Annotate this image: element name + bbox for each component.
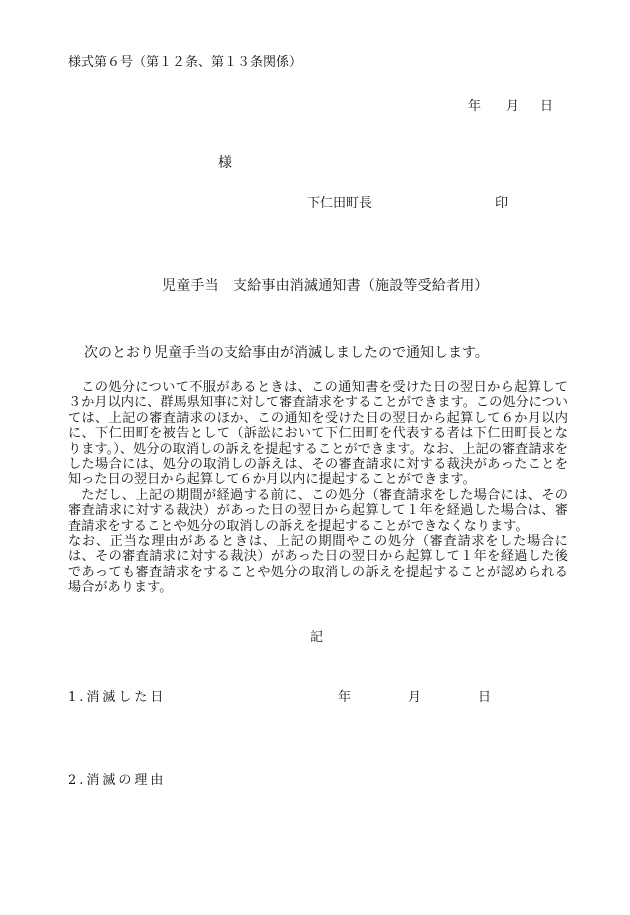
seal-mark: 印 xyxy=(495,196,509,211)
issue-date-day: 日 xyxy=(540,99,554,114)
issue-date-month: 月 xyxy=(506,99,520,114)
appeal-notice-paragraph-3: なお、正当な理由があるときは、上記の期間やこの処分（審査請求をした場合には、その審査請求に対する裁決）があった日の翌日から起算して１年を経過した後であっても審査請求をすることや処分の取消しの訴えを提起することが認められる場合があります。 xyxy=(68,534,568,596)
issue-date xyxy=(468,95,553,114)
item-extinction-month: 月 xyxy=(408,690,422,705)
item-extinction-day: 日 xyxy=(478,690,492,705)
form-number: 様式第６号（第１２条、第１３条関係） xyxy=(68,55,303,70)
item-extinction-date xyxy=(338,686,491,705)
issuer-name: 下仁田町長 xyxy=(307,196,373,211)
document-title: 児童手当 支給事由消滅通知書（施設等受給者用） xyxy=(162,278,489,294)
lead-sentence: 次のとおり児童手当の支給事由が消滅しましたので通知します。 xyxy=(84,345,489,361)
ki-heading: 記 xyxy=(310,630,324,645)
item-extinction-year: 年 xyxy=(338,690,352,705)
appeal-notice-paragraph-2: ただし、上記の期間が経過する前に、この処分（審査請求をした場合には、その審査請求に対する裁決）があった日の翌日から起算して１年を経過した場合は、審査請求をすることや処分の取消しの訴えを提起することができなくなります。 xyxy=(68,487,568,534)
addressee-suffix: 様 xyxy=(218,155,232,171)
item-extinction-reason-label: 2.消滅の理由 xyxy=(68,773,167,788)
item-extinction-date-label: 1.消滅した日 xyxy=(68,690,167,705)
appeal-notice-paragraph-1: この処分について不服があるときは、この通知書を受けた日の翌日から起算して３か月以内に、群馬県知事に対して審査請求をすることができます。この処分については、上記の審査請求のほか、この通知を受けた日の翌日から起算して６か月以内に、下仁田町を被告として（訴訟において下仁田町を代表する者は下仁田町長となります。）、処分の取消しの訴えを提起することができます。なお、上記の審査請求をした場合には、処分の取消しの訴えは、その審査請求に対する裁決があったことを知った日の翌日から起算して６か月以内に提起することができます。 xyxy=(68,380,568,488)
issue-date-year: 年 xyxy=(468,99,482,114)
appeal-notice xyxy=(68,380,568,596)
